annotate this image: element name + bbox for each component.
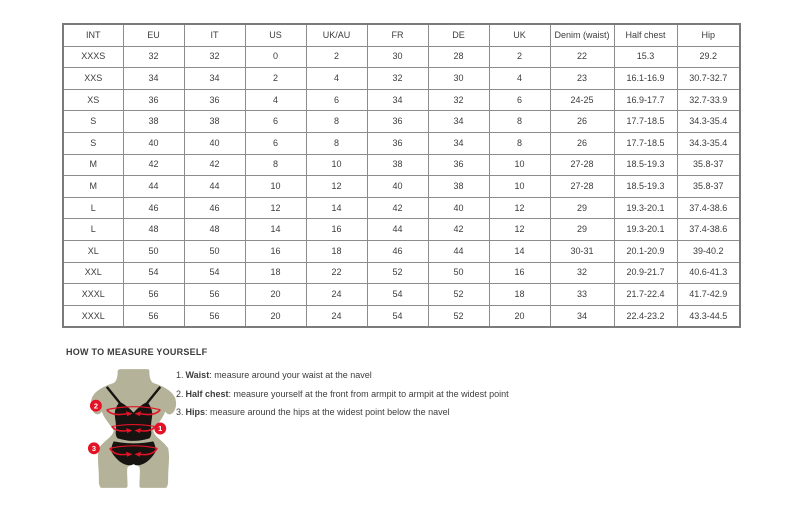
size-cell: 44	[428, 240, 489, 262]
size-cell: 4	[245, 89, 306, 111]
size-cell: 46	[184, 197, 245, 219]
column-header: UK	[489, 24, 550, 46]
size-cell: 34	[550, 305, 614, 327]
measure-section-title: HOW TO MEASURE YOURSELF	[66, 347, 208, 357]
instruction-text: : measure around your waist at the navel	[209, 370, 372, 380]
size-cell: 40	[184, 132, 245, 154]
size-cell: 10	[245, 176, 306, 198]
instruction-label: Hips	[185, 407, 206, 417]
size-cell: 20	[489, 305, 550, 327]
column-header: Half chest	[614, 24, 677, 46]
size-cell: 19.3-20.1	[614, 219, 677, 241]
size-cell: 17.7-18.5	[614, 132, 677, 154]
size-cell: 20	[245, 305, 306, 327]
chest-badge	[90, 400, 102, 412]
column-header: US	[245, 24, 306, 46]
size-cell: 29.2	[677, 46, 740, 68]
table-row	[63, 197, 740, 219]
size-cell: 16.9-17.7	[614, 89, 677, 111]
size-cell: 48	[184, 219, 245, 241]
table-row	[63, 262, 740, 284]
size-cell: 16.1-16.9	[614, 68, 677, 90]
table-row	[63, 176, 740, 198]
size-cell: 42	[428, 219, 489, 241]
size-cell: XS	[63, 89, 123, 111]
column-header: DE	[428, 24, 489, 46]
size-cell: 26	[550, 111, 614, 133]
size-cell: 35.8-37	[677, 176, 740, 198]
table-row	[63, 89, 740, 111]
size-cell: 54	[367, 284, 428, 306]
size-cell: 34	[123, 68, 184, 90]
size-cell: 38	[367, 154, 428, 176]
size-cell: 32	[550, 262, 614, 284]
size-cell: 34	[184, 68, 245, 90]
instruction-label: Waist	[185, 370, 210, 380]
size-cell: 52	[367, 262, 428, 284]
size-cell: 18.5-19.3	[614, 154, 677, 176]
size-cell: 18	[245, 262, 306, 284]
size-cell: 34.3-35.4	[677, 111, 740, 133]
size-cell: 10	[489, 154, 550, 176]
size-cell: 12	[489, 219, 550, 241]
size-cell: 2	[306, 46, 367, 68]
size-cell: 34.3-35.4	[677, 132, 740, 154]
size-cell: 4	[489, 68, 550, 90]
size-cell: 20.9-21.7	[614, 262, 677, 284]
size-cell: 52	[428, 284, 489, 306]
size-cell: 10	[306, 154, 367, 176]
size-cell: 32	[428, 89, 489, 111]
column-header: EU	[123, 24, 184, 46]
size-cell: 8	[489, 132, 550, 154]
size-cell: 56	[184, 305, 245, 327]
size-cell: 8	[306, 111, 367, 133]
size-cell: 20	[245, 284, 306, 306]
size-cell: 44	[123, 176, 184, 198]
column-header: IT	[184, 24, 245, 46]
size-cell: 16	[306, 219, 367, 241]
size-cell: 32	[184, 46, 245, 68]
column-header: FR	[367, 24, 428, 46]
size-cell: 22.4-23.2	[614, 305, 677, 327]
instruction-text: : measure yourself at the front from armpit to armpit at the widest point	[228, 388, 509, 399]
size-cell: 44	[184, 176, 245, 198]
table-row	[63, 111, 740, 133]
size-cell: 22	[306, 262, 367, 284]
size-cell: 37.4-38.6	[677, 219, 740, 241]
size-cell: 56	[123, 305, 184, 327]
size-cell: 8	[245, 154, 306, 176]
size-cell: 24	[306, 284, 367, 306]
size-cell: 0	[245, 46, 306, 68]
size-cell: 27-28	[550, 176, 614, 198]
size-cell: S	[63, 111, 123, 133]
size-cell: 38	[184, 111, 245, 133]
size-cell: 46	[123, 197, 184, 219]
size-cell: 20.1-20.9	[614, 240, 677, 262]
table-row	[63, 240, 740, 262]
instruction-label: Half chest	[185, 388, 229, 399]
column-header: UK/AU	[306, 24, 367, 46]
size-cell: 6	[245, 132, 306, 154]
table-row	[63, 68, 740, 90]
size-cell: 10	[489, 176, 550, 198]
table-row	[63, 219, 740, 241]
instruction-number: 3.	[176, 407, 184, 417]
instruction-waist	[176, 371, 509, 380]
size-cell: 56	[184, 284, 245, 306]
size-cell: 8	[306, 132, 367, 154]
size-cell: 16	[245, 240, 306, 262]
instruction-text: : measure around the hips at the widest point below the navel	[205, 407, 450, 417]
size-cell: 56	[123, 284, 184, 306]
size-cell: 6	[306, 89, 367, 111]
size-cell: 2	[489, 46, 550, 68]
size-cell: 32.7-33.9	[677, 89, 740, 111]
size-cell: 24	[306, 305, 367, 327]
size-cell: 48	[123, 219, 184, 241]
size-cell: 19.3-20.1	[614, 197, 677, 219]
size-cell: XXXL	[63, 284, 123, 306]
header-row	[63, 24, 740, 46]
size-cell: 22	[550, 46, 614, 68]
size-cell: 23	[550, 68, 614, 90]
size-cell: 12	[489, 197, 550, 219]
size-cell: L	[63, 219, 123, 241]
size-cell: XXS	[63, 68, 123, 90]
size-cell: 42	[184, 154, 245, 176]
table-row	[63, 284, 740, 306]
size-cell: 28	[428, 46, 489, 68]
size-cell: 6	[489, 89, 550, 111]
size-cell: 43.3-44.5	[677, 305, 740, 327]
size-cell: 34	[428, 111, 489, 133]
size-cell: 14	[306, 197, 367, 219]
size-cell: 14	[245, 219, 306, 241]
column-header: Hip	[677, 24, 740, 46]
size-cell: 34	[367, 89, 428, 111]
table-row	[63, 46, 740, 68]
size-cell: 42	[123, 154, 184, 176]
instruction-hips	[176, 408, 509, 417]
size-cell: 40	[367, 176, 428, 198]
measure-instructions	[176, 371, 509, 427]
size-cell: 54	[367, 305, 428, 327]
size-cell: XXXL	[63, 305, 123, 327]
instruction-half-chest	[176, 390, 509, 399]
size-cell: 33	[550, 284, 614, 306]
size-cell: 30.7-32.7	[677, 68, 740, 90]
size-cell: 29	[550, 219, 614, 241]
size-cell: 52	[428, 305, 489, 327]
size-cell: 17.7-18.5	[614, 111, 677, 133]
size-cell: 42	[367, 197, 428, 219]
size-cell: 30	[367, 46, 428, 68]
size-cell: XXL	[63, 262, 123, 284]
size-cell: 46	[367, 240, 428, 262]
size-cell: 50	[123, 240, 184, 262]
size-cell: 36	[367, 111, 428, 133]
mannequin-illustration	[84, 368, 183, 489]
table-row	[63, 154, 740, 176]
size-cell: 54	[123, 262, 184, 284]
size-cell: 41.7-42.9	[677, 284, 740, 306]
instruction-number: 1.	[176, 370, 184, 380]
size-cell: 38	[123, 111, 184, 133]
size-cell: 54	[184, 262, 245, 284]
column-header: INT	[63, 24, 123, 46]
size-cell: 44	[367, 219, 428, 241]
size-cell: 50	[428, 262, 489, 284]
hips-badge	[88, 442, 100, 454]
svg-text:3: 3	[91, 443, 96, 453]
size-cell: 18	[306, 240, 367, 262]
mannequin-figure	[84, 368, 183, 489]
size-cell: 27-28	[550, 154, 614, 176]
size-cell: 36	[428, 154, 489, 176]
size-cell: 29	[550, 197, 614, 219]
size-cell: 12	[306, 176, 367, 198]
size-cell: 24-25	[550, 89, 614, 111]
size-cell: 2	[245, 68, 306, 90]
size-cell: 21.7-22.4	[614, 284, 677, 306]
size-cell: M	[63, 154, 123, 176]
size-cell: M	[63, 176, 123, 198]
size-cell: 16	[489, 262, 550, 284]
size-cell: 36	[123, 89, 184, 111]
size-cell: 18.5-19.3	[614, 176, 677, 198]
size-cell: XXXS	[63, 46, 123, 68]
size-cell: 40	[428, 197, 489, 219]
size-cell: 40.6-41.3	[677, 262, 740, 284]
instruction-number: 2.	[176, 388, 184, 399]
size-cell: 30	[428, 68, 489, 90]
size-cell: 15.3	[614, 46, 677, 68]
size-cell: 38	[428, 176, 489, 198]
column-header: Denim (waist)	[550, 24, 614, 46]
size-cell: 12	[245, 197, 306, 219]
size-cell: 14	[489, 240, 550, 262]
size-cell: 8	[489, 111, 550, 133]
size-cell: 26	[550, 132, 614, 154]
size-cell: 35.8-37	[677, 154, 740, 176]
size-cell: 30-31	[550, 240, 614, 262]
size-cell: 50	[184, 240, 245, 262]
svg-text:2: 2	[93, 401, 98, 411]
size-cell: XL	[63, 240, 123, 262]
waist-badge	[154, 423, 166, 435]
size-cell: 36	[184, 89, 245, 111]
size-cell: 32	[367, 68, 428, 90]
size-cell: 36	[367, 132, 428, 154]
size-cell: 39-40.2	[677, 240, 740, 262]
svg-text:1: 1	[158, 424, 163, 434]
size-cell: 37.4-38.6	[677, 197, 740, 219]
size-cell: L	[63, 197, 123, 219]
size-cell: 6	[245, 111, 306, 133]
table-row	[63, 132, 740, 154]
size-cell: 18	[489, 284, 550, 306]
size-cell: 32	[123, 46, 184, 68]
size-cell: 4	[306, 68, 367, 90]
size-cell: S	[63, 132, 123, 154]
size-conversion-table	[62, 23, 741, 328]
table-row	[63, 305, 740, 327]
size-cell: 40	[123, 132, 184, 154]
size-cell: 34	[428, 132, 489, 154]
